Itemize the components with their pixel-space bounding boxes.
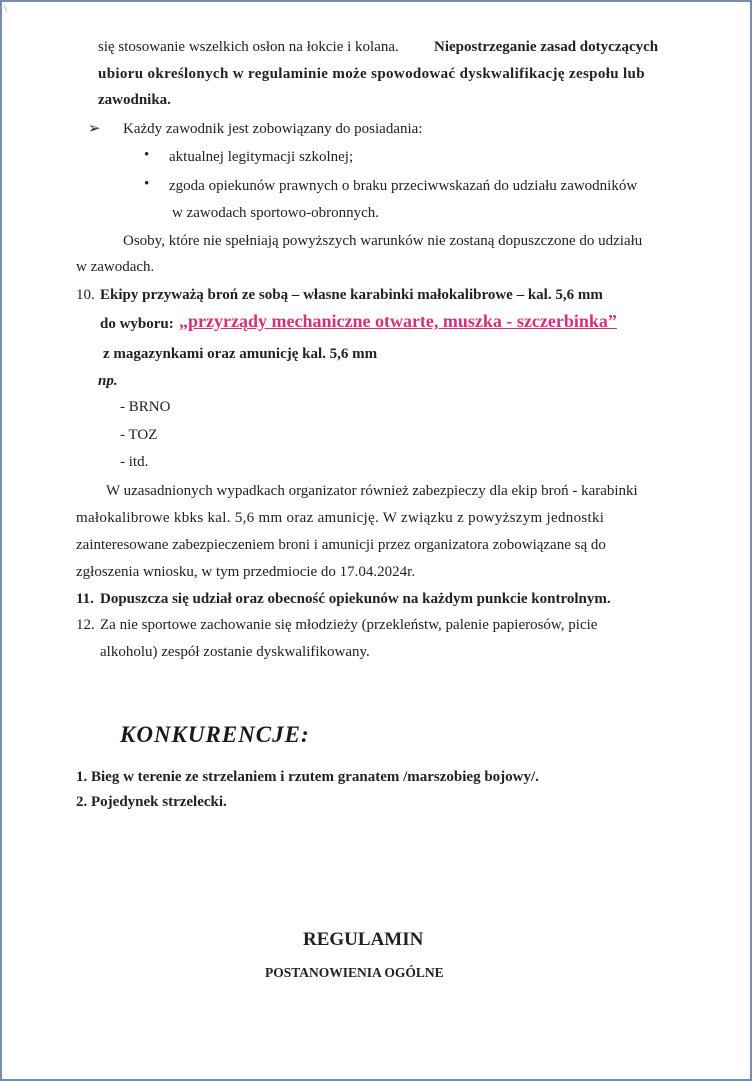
example-label: np. [98,373,118,389]
competition-1: 1. Bieg w terenie ze strzelaniem i rzutem granatem /marszobieg bojowy/. [76,769,539,785]
para-2d: zgłoszenia wniosku, w tym przedmiocie do 17.04.2024r. [76,564,416,580]
regulations-title: REGULAMIN [303,929,424,950]
item-11-text: Dopuszcza się udział oraz obecność opiekunów na każdym punkcie kontrolnym. [100,591,611,607]
bullet-dot-icon: • [144,176,150,192]
line-3: zawodnika. [98,92,171,108]
example-1: - BRNO [120,399,171,415]
item-10-magazines: z magazynkami oraz amunicję kal. 5,6 mm [103,346,378,362]
line-2: ubioru określonych w regulaminie może spowodować dyskwalifikację zespołu lub [98,66,645,82]
general-provisions-subtitle: POSTANOWIENIA OGÓLNE [265,965,444,980]
para-1b: w zawodach. [76,259,155,275]
example-2: - TOZ [120,427,158,443]
para-2c: zainteresowane zabezpieczeniem broni i amunicji przez organizatora zobowiązane są do [76,537,606,553]
para-2b: małokalibrowe kbks kal. 5,6 mm oraz amunicję. W związku z powyższym jednostki [76,510,605,526]
item-10-choice-label: do wyboru: [100,316,174,332]
competition-2: 2. Pojedynek strzelecki. [76,794,227,810]
line-1b: Niepostrzeganie zasad dotyczących [434,39,659,55]
item-12-text-a: Za nie sportowe zachowanie się młodzieży (przekleństw, palenie papierosów, picie [100,617,598,633]
bullet-2a: zgoda opiekunów prawnych o braku przeciwwskazań do udziału zawodników [169,178,638,194]
scan-corner-mark: \ [4,4,7,15]
item-10-number: 10. [76,287,95,303]
para-1a: Osoby, które nie spełniają powyższych warunków nie zostaną dopuszczone do udziału [123,233,643,249]
example-3: - itd. [120,454,149,470]
item-11-number: 11. [76,591,94,607]
item-10-text: Ekipy przyważą broń ze sobą – własne karabinki małokalibrowe – kal. 5,6 mm [100,287,603,303]
bullet-1: aktualnej legitymacji szkolnej; [169,149,354,165]
line-1a: się stosowanie wszelkich osłon na łokcie i kolana. [98,39,399,55]
item-12-text-b: alkoholu) zespół zostanie dyskwalifikowany. [100,644,370,660]
bullet-dot-icon: • [144,147,150,163]
arrow-bullet-icon: ➢ [88,121,101,137]
para-2a: W uzasadnionych wypadkach organizator również zabezpieczy dla ekip broń - karabinki [106,483,638,499]
item-10-choice-highlight: „przyrządy mechaniczne otwarte, muszka - szczerbinka” [179,311,617,331]
item-12-number: 12. [76,617,95,633]
competitions-heading: KONKURENCJE: [120,722,310,747]
line-4: Każdy zawodnik jest zobowiązany do posiadania: [123,121,423,137]
bullet-2b: w zawodach sportowo-obronnych. [172,205,380,221]
